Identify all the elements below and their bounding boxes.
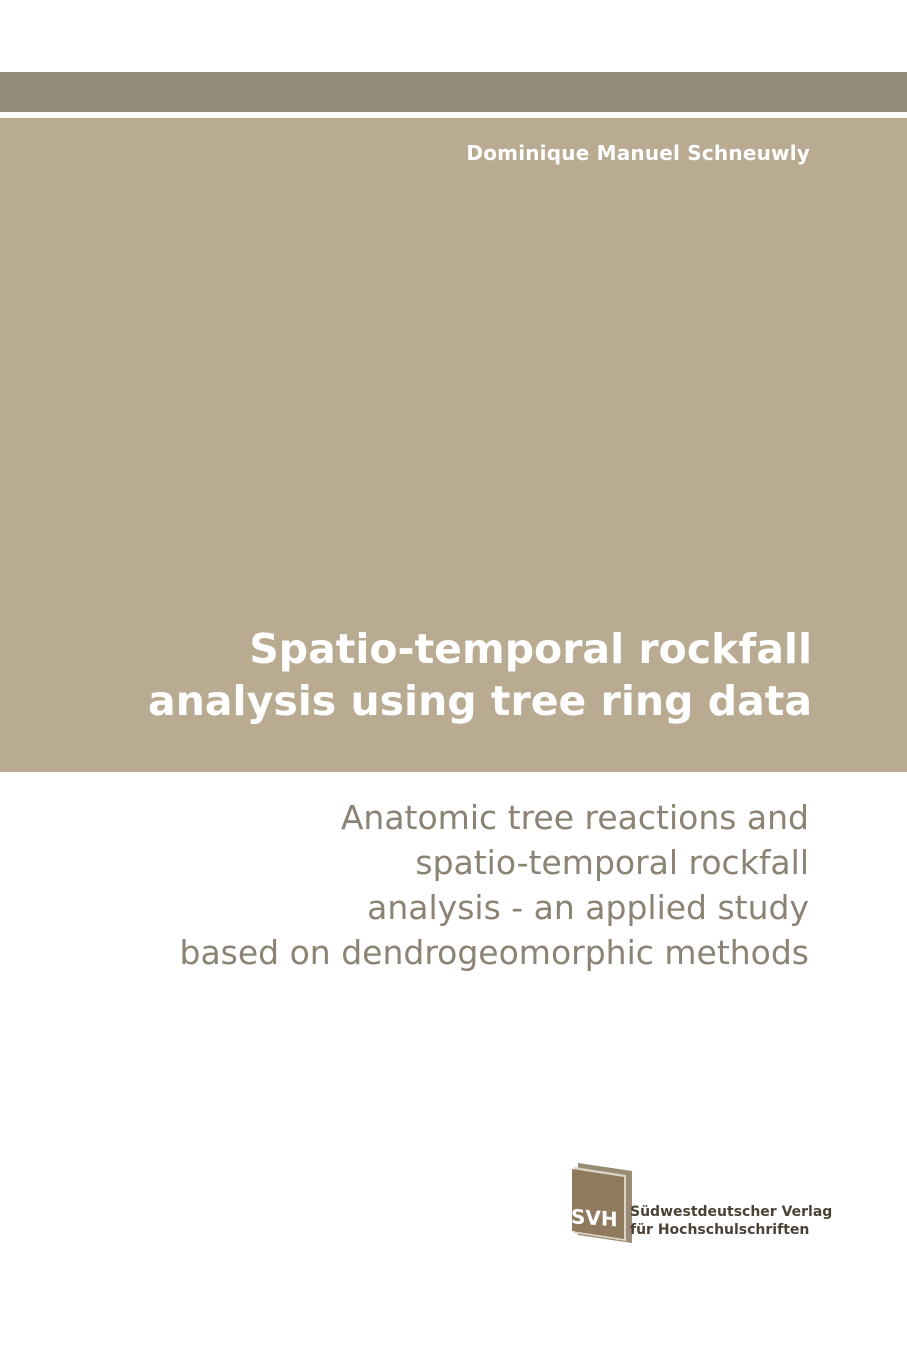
author-name: Dominique Manuel Schneuwly bbox=[466, 141, 810, 165]
book-subtitle-line: spatio-temporal rockfall bbox=[415, 843, 809, 882]
book-title-line: Spatio-temporal rockfall bbox=[249, 625, 812, 673]
publisher-logo bbox=[568, 1163, 833, 1243]
publisher-book-icon bbox=[568, 1163, 632, 1243]
publisher-name-line: für Hochschulschriften bbox=[630, 1222, 810, 1238]
publisher-name bbox=[630, 1203, 832, 1239]
book-subtitle-line: Anatomic tree reactions and bbox=[340, 798, 809, 837]
book-subtitle-line: based on dendrogeomorphic methods bbox=[179, 933, 809, 972]
cover-top-band bbox=[0, 72, 907, 112]
book-subtitle-line: analysis - an applied study bbox=[367, 888, 809, 927]
book-title bbox=[32, 623, 812, 727]
publisher-logo-text: SVH bbox=[571, 1204, 618, 1232]
book-title-line: analysis using tree ring data bbox=[148, 677, 812, 725]
publisher-name-line: Südwestdeutscher Verlag bbox=[630, 1204, 833, 1220]
book-subtitle bbox=[9, 795, 809, 975]
